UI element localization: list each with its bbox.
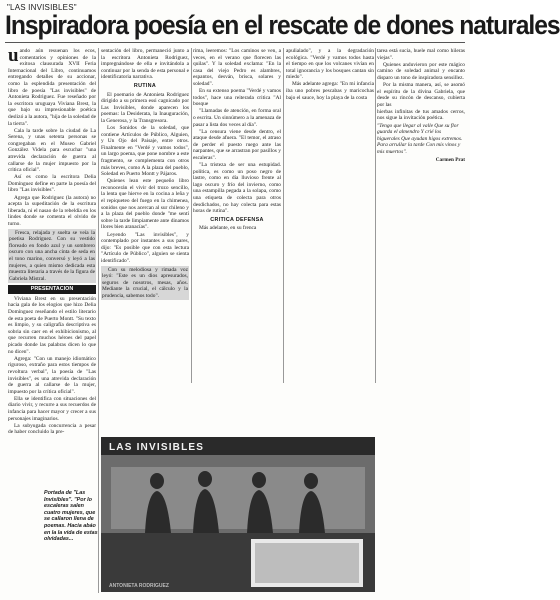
- highlighted-paragraph: Fresca, relajada y suelta se veía la poetisa Rodriguez. Con su vestido floreado en fondo azul y un sombrero oscuro con una ancha cinta de seda en el tono marino, conversó y leyó a las mujeres, a quien mismo dedicada esta muestra literaria a través de la figura de Gabriela Mistral.: [9, 229, 95, 282]
- paragraph: "La censura viene desde dentro, el ataque desde afuera. "El temor, el atraso de perder el puesto ruego ante las narpantes, que se arrastran por pasillos y escaleras".: [193, 128, 281, 161]
- paragraph: Los Sonidos de la soledad, que contiene Artículos de Público, Alguien, y Un Ojo del Paisaje, entre otros. Finalmente en "Verdé y vamos todos", un largo poema, que pone nombre a este fragmento, se complementa con otros más breves, como A la plaza del pueblo, Soledad en Puerto Montt y Pájaros.: [101, 125, 189, 178]
- article-column-1: [8, 45, 96, 548]
- book-cover-illustration: [101, 437, 375, 592]
- paragraph: Viviana Brest en su presentación hacia gala de los elogios que hizo Delia Domínguez reseñando el estilo literario de esta poeta de Puerto Montt. "Su texto es limpio, y su caligrafía descriptiva es sobria sin caer en el exhibicionismo, al que recurren muchos héroes del papel picado donde las palabras dicen lo que no dicen".: [8, 295, 96, 355]
- paragraph: uando aún resuenan los ecos, comentarios y opiniones de la exitosa clausurada XVII Feria Internacional del Libro, continuamos entregando detalles de su accionar, como la esplendida presentación del libro de poesía "Las invisibles" de Antonieta Rodriguez. Fue reseñado por la escritora uruguaya Viviana Brest, la que bajo su impresionable poética deslizó a la autora, "hija de la soledad de la tierra".: [8, 45, 96, 127]
- paragraph: apulialado", y a la degradación ecológica. "Verdé y vamos todos hasta el tiempo en que los volcanes vivían en total ignorancia y los bosques cantan sin miedo".: [286, 48, 374, 81]
- book-author: ANTONIETA RODRIGUEZ: [109, 583, 169, 589]
- book-cover-photo: [101, 437, 375, 592]
- subheading-rutina: RUTINA: [133, 82, 157, 89]
- paragraph: Agrega que Rodriguez (la autora) no acepta la supeditación de la escritura liberada, ni el nasao de la rebeldía en los lindes donde se comenta el olvido de turno.: [8, 194, 96, 227]
- subheading-critica-defensa: CRITICA DEFENSA: [210, 216, 264, 223]
- paragraph: En su extenso poema "Verdé y vamos todos", hace una reiterada critica "Al bosque: [193, 88, 281, 108]
- paragraph: "Llamadas de atención, en forma oral o escrita. Un sinnúmero a la amenaza de pasar a lista dos veces al día".: [193, 108, 281, 128]
- paragraph: Más adelante, en su frenca: [199, 225, 257, 232]
- highlighted-paragraph: Con su melodiosa y rimada voz leyó: "Este es un dios apresurados, seguros de nosotros, mesas, años. Mediante la crucial, el cálculo y la prudencia, sabemos todo".: [102, 266, 188, 299]
- paragraph: Quienes lean este pequeño libro reconocerán el vivir del trozo sencillo, la lenta que hierve en la cocina a leña y el repiqueteo del fuego en la chimenea, sonidos que nos acercan al sur chileno y a la plaza del pueblo donde "me sentí sobre la tarde limpiamente ante dinamos llores bien aranacías".: [101, 178, 189, 231]
- article-column-4: [286, 48, 374, 388]
- article-column-3: [193, 48, 281, 433]
- article-column-2: [101, 48, 189, 433]
- photo-caption: Portada de "Las Invisibles". "Por lo escaleras salen cuatro mujeres, que se callaron llena de poemas. Hacia abáo en la la vida de estas olvidadas...: [44, 490, 98, 543]
- paragraph: Agrega: "Con un manejo idiomático riguroso, extraño para estos tiempos de revoltura verbal", la poesía de "Las invisibles", es una atrevida declaración de guerra al callarse de la mujer, impuesto por la crítica oficial".: [8, 355, 96, 395]
- paragraph: sentación del libro, permaneció junto a la escritora Antonieta Rodriguez, impregnándose de ella e invitándola a continuar por la senda de esta personal e identificatoria narrativa.: [101, 48, 189, 81]
- paragraph: hierbas infinitas de tus amados cerros, nos sigue la invitación poética.: [377, 108, 465, 122]
- paragraph: tarea está sucia, huele mal como hileras viejas".: [377, 48, 465, 61]
- paragraph: El poemario de Antonieta Rodriguez dirigido a su primera essi cagnicado por Las Invisibles, donde aparecen los poemas: la Desiderata, la Inauguración, la Generosa, y la Transgresora.: [101, 91, 189, 124]
- paragraph: Por la misma manera, así, se asomó el espíritu de la divina Gabriela, que desde su rincón de descanso, cubierta por las: [377, 81, 465, 108]
- top-rule: [5, 42, 465, 43]
- poem-quote: "Tengo que llegar al valle Que su flor guarda el almendro Y crié los higuerales Que ayudan higos extremos. Para arrullar la tarde Con mis vinos y mis muertos".: [377, 122, 463, 155]
- author-signature: Carmen Prat: [435, 156, 465, 163]
- paragraph: La subyugada concurrencia a pesar de haber concluido la pre-: [8, 422, 96, 436]
- paragraph: Leyendo "Las invisibles", y contemplado por instantes a sus pares, dijo: "Es posible que con esta lectura "Artículo de Público", alguien se sienta identificado".: [101, 231, 189, 264]
- subheading-presentacion: PRESENTACION: [8, 285, 96, 294]
- column-rule: [283, 48, 284, 383]
- article-column-5: [377, 48, 465, 388]
- book-title: LAS INVISIBLES: [109, 442, 205, 453]
- paragraph: rima, leeremos: "Los caminos se ven, a veces, en el verano que florecen las quilas". Y la soledad exclama: "En la casa del viejo Pedro es alambres, espantos, desván, brisca, solares y soledad".: [193, 48, 281, 87]
- paragraph: Más adelante agrega: "En mi infancia iba uno pobres pescabas y maricochas bajo el sauce, hoy la playa de la costa: [286, 81, 374, 101]
- column-rule: [191, 48, 192, 383]
- paragraph: Cala la tarde sobre la ciudad de La Serena, y unas setenta personas se congregaban en el Museo Gabriel González Videla para escuchar "una atrevida declaración de guerra al callarse de la mujer impuesto por la critica oficial".: [8, 127, 96, 174]
- paragraph: Así es como la escritora Delia Domínguez define en parte la poesía del libro "Las invisibles".: [8, 174, 96, 194]
- paragraph: "La tristeza de ser una estupidad. política, es como un poso negro de lastre, como en día lluvioso frente al lago oscuro y frío del invierno, como una estampilla pegada a la solapa, como una etiqueta de colecta para otros desdichados, no hay colecta para estas horas de rutina".: [193, 162, 281, 215]
- paragraph: Quienes anduvieron por este mágico camino de soledad animal y encanto disparo un tono de inspiradora sensillez.: [377, 61, 465, 81]
- column-rule: [375, 48, 376, 383]
- headline: Inspiradora poesía en el rescate de dones naturales: [5, 10, 560, 40]
- paragraph: Ella se identifica con situaciones del diario vivir, y recurre a sus recuerdos de infancia para hacer mayor y crecer a sus personajes imaginarios.: [8, 395, 96, 422]
- kicker: "LAS INVISIBLES": [7, 3, 77, 12]
